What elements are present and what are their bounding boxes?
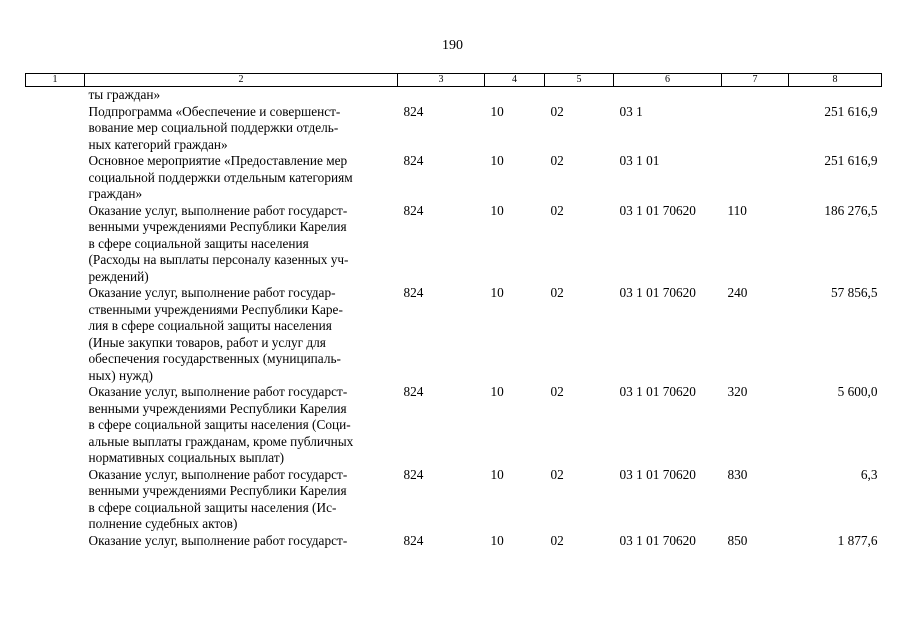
table-header (26, 74, 882, 87)
cell-subsection: 02 (550, 103, 564, 119)
cell-target (614, 87, 722, 104)
cell-sum (789, 87, 882, 104)
cell-section: 10 (490, 103, 504, 119)
column-header: 8 (789, 74, 882, 87)
cell-empty (26, 467, 85, 533)
cell-sum: 6,3 (860, 466, 878, 482)
table-row (26, 203, 882, 286)
cell-sum: 1 877,6 (837, 532, 878, 548)
table-row (26, 285, 882, 384)
cell-section (485, 87, 545, 104)
table-row (26, 153, 882, 203)
cell-empty (26, 153, 85, 203)
cell-empty (26, 87, 85, 104)
cell-expense-type (722, 153, 789, 203)
cell-admin: 824 (403, 384, 424, 399)
column-header: 1 (26, 74, 85, 87)
cell-empty (26, 104, 85, 154)
cell-expense-type (722, 87, 789, 104)
cell-name: Оказание услуг, выполнение работ государст- венными учреждениями Республики Карелия в сфере социальной защиты населения (Расходы на выплаты персоналу казенных уч- реждений) (88, 202, 349, 284)
cell-subsection: 02 (550, 202, 564, 218)
table-row (26, 87, 882, 104)
cell-name: Оказание услуг, выполнение работ государ- ственными учреждениями Республики Каре- лия в сфере социальной защиты населения (Иные закупки товаров, работ и услуг для обеспечения государственных (муниципаль- ных) нужд) (88, 285, 343, 383)
cell-empty (26, 533, 85, 550)
table-row (26, 104, 882, 154)
cell-expense-type (722, 104, 789, 154)
cell-admin: 824 (403, 285, 424, 300)
column-header: 2 (85, 74, 398, 87)
cell-sum: 251 616,9 (824, 103, 878, 119)
cell-expense-type: 320 (727, 384, 748, 399)
cell-expense-type: 240 (727, 285, 748, 300)
cell-section: 10 (490, 532, 504, 548)
column-header: 4 (485, 74, 545, 87)
cell-target: 03 1 (619, 103, 643, 119)
cell-admin (398, 87, 485, 104)
cell-subsection: 02 (550, 153, 564, 168)
cell-target: 03 1 01 70620 (619, 466, 696, 482)
page-number: 190 (442, 38, 463, 53)
cell-admin: 824 (403, 202, 424, 218)
cell-admin: 824 (403, 103, 424, 119)
cell-subsection: 02 (550, 532, 564, 548)
table-row (26, 384, 882, 467)
cell-section: 10 (490, 466, 504, 482)
cell-empty (26, 384, 85, 467)
cell-section: 10 (490, 202, 504, 218)
cell-subsection: 02 (550, 384, 564, 399)
cell-section: 10 (490, 153, 504, 168)
column-header: 5 (545, 74, 614, 87)
cell-sum: 251 616,9 (824, 153, 878, 168)
budget-table (25, 73, 882, 549)
cell-name: Оказание услуг, выполнение работ государст- венными учреждениями Республики Карелия в сфере социальной защиты населения (Соци- альные выплаты гражданам, кроме публичных нормативных социальных выплат) (88, 384, 354, 465)
cell-name: Оказание услуг, выполнение работ государст- (88, 532, 348, 548)
table-body (26, 87, 882, 550)
column-header: 6 (614, 74, 722, 87)
cell-expense-type: 830 (727, 466, 748, 482)
cell-admin: 824 (403, 532, 424, 548)
cell-name: Основное мероприятие «Предоставление мер социальной поддержки отдельным категориям граждан» (88, 153, 353, 201)
cell-expense-type: 850 (727, 532, 748, 548)
cell-subsection (545, 87, 614, 104)
cell-target: 03 1 01 (619, 153, 660, 168)
cell-section: 10 (490, 384, 504, 399)
cell-target: 03 1 01 70620 (619, 384, 696, 399)
table-row (26, 533, 882, 550)
cell-name: ты граждан» (88, 87, 161, 102)
cell-target: 03 1 01 70620 (619, 202, 696, 218)
cell-target: 03 1 01 70620 (619, 532, 696, 548)
cell-expense-type: 110 (727, 202, 747, 218)
cell-section: 10 (490, 285, 504, 300)
cell-sum: 186 276,5 (824, 202, 878, 218)
cell-empty (26, 203, 85, 286)
cell-name: Оказание услуг, выполнение работ государст- венными учреждениями Республики Карелия в сфере социальной защиты населения (Ис- полнение судебных актов) (88, 466, 348, 531)
cell-subsection: 02 (550, 466, 564, 482)
cell-name: Подпрограмма «Обеспечение и совершенст- вование мер социальной поддержки отдель- ных категорий граждан» (88, 103, 341, 152)
cell-subsection: 02 (550, 285, 564, 300)
table-row (26, 467, 882, 533)
cell-admin: 824 (403, 153, 424, 168)
column-header: 3 (398, 74, 485, 87)
cell-sum: 5 600,0 (837, 384, 878, 399)
cell-sum: 57 856,5 (830, 285, 878, 300)
cell-admin: 824 (403, 466, 424, 482)
cell-target: 03 1 01 70620 (619, 285, 696, 300)
cell-empty (26, 285, 85, 384)
column-header: 7 (722, 74, 789, 87)
